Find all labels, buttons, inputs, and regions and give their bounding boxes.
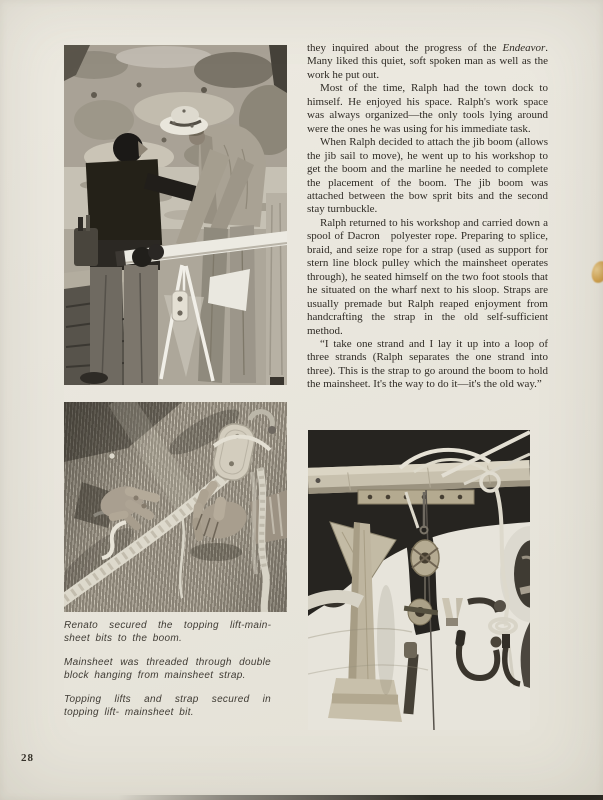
- paragraph-text: they inquired about the progress of the: [307, 42, 503, 54]
- body-paragraph: “I take one strand and I lay it up into a loop of three strands (Ralph separates the one strand into three). This is the strap to go around the boom to hold the mainsheet. It's the way to do it—it's the old way.”: [307, 337, 548, 391]
- photo-captions: [64, 619, 271, 730]
- tool-pouch: [74, 228, 98, 266]
- drilled-rack-plank: [358, 490, 474, 504]
- hanging-braided-rope: [252, 468, 266, 612]
- page-edge-sticker: [591, 260, 603, 284]
- body-paragraph: When Ralph decided to attach the jib boom (allows the jib sail to move), he went up to his workshop to get the boom and the marline he needed to complete the placement of the boom. The jib boom was attached between the bow sprit bits and the second stay turnbuckle.: [307, 136, 548, 216]
- right-hand: [190, 479, 287, 561]
- body-paragraph: Most of the time, Ralph had the town dock to himself. He enjoyed his space. Ralph's work space was always organized—the only tools lying around were the ones he was using for his immediate task.: [307, 82, 548, 135]
- paragraph-text: . Many liked this quiet, soft spoken man as well as the work he put out.: [307, 42, 548, 81]
- turnbuckle-block: [172, 291, 188, 321]
- photo-caption: Topping lifts and strap secured in topping lift- mainsheet bit.: [64, 694, 271, 718]
- photo-dock-boom-illustration: [64, 45, 287, 385]
- boat-name-italic: Endeavor: [502, 42, 546, 54]
- page-number: 28: [21, 752, 34, 764]
- photo-deck-illustration: [308, 430, 530, 730]
- page-bottom-edge-shadow: [118, 795, 603, 800]
- photo-caption: Mainsheet was threaded through double block hanging from mainsheet strap.: [64, 657, 271, 681]
- photo-dock-boom-attachment: [64, 45, 287, 385]
- bystander-leg: [266, 193, 287, 385]
- body-paragraph: [307, 42, 548, 82]
- article-text-column: [307, 42, 548, 392]
- shackle: [250, 412, 272, 426]
- photo-hands-splicing-rope: [64, 402, 287, 612]
- photo-splicing-illustration: [64, 402, 287, 612]
- photo-boom-tackle-tools: [308, 430, 530, 730]
- shirt-button: [109, 453, 115, 459]
- photo-caption: Renato secured the topping lift-mainsheet bits to the boom.: [64, 620, 271, 644]
- body-paragraph: Ralph returned to his workshop and carried down a spool of Dacron polyester rope. Preparing to splice, braid, and seize rope for a strap (used as support for stern line block pulley which the mainsheet operates through), he seated himself on the two foot stools that he situated on the wharf next to his sloop. Straps are usually premade but Ralph reaped enjoyment from handcrafting the strap in the old self-sufficient method.: [307, 216, 548, 337]
